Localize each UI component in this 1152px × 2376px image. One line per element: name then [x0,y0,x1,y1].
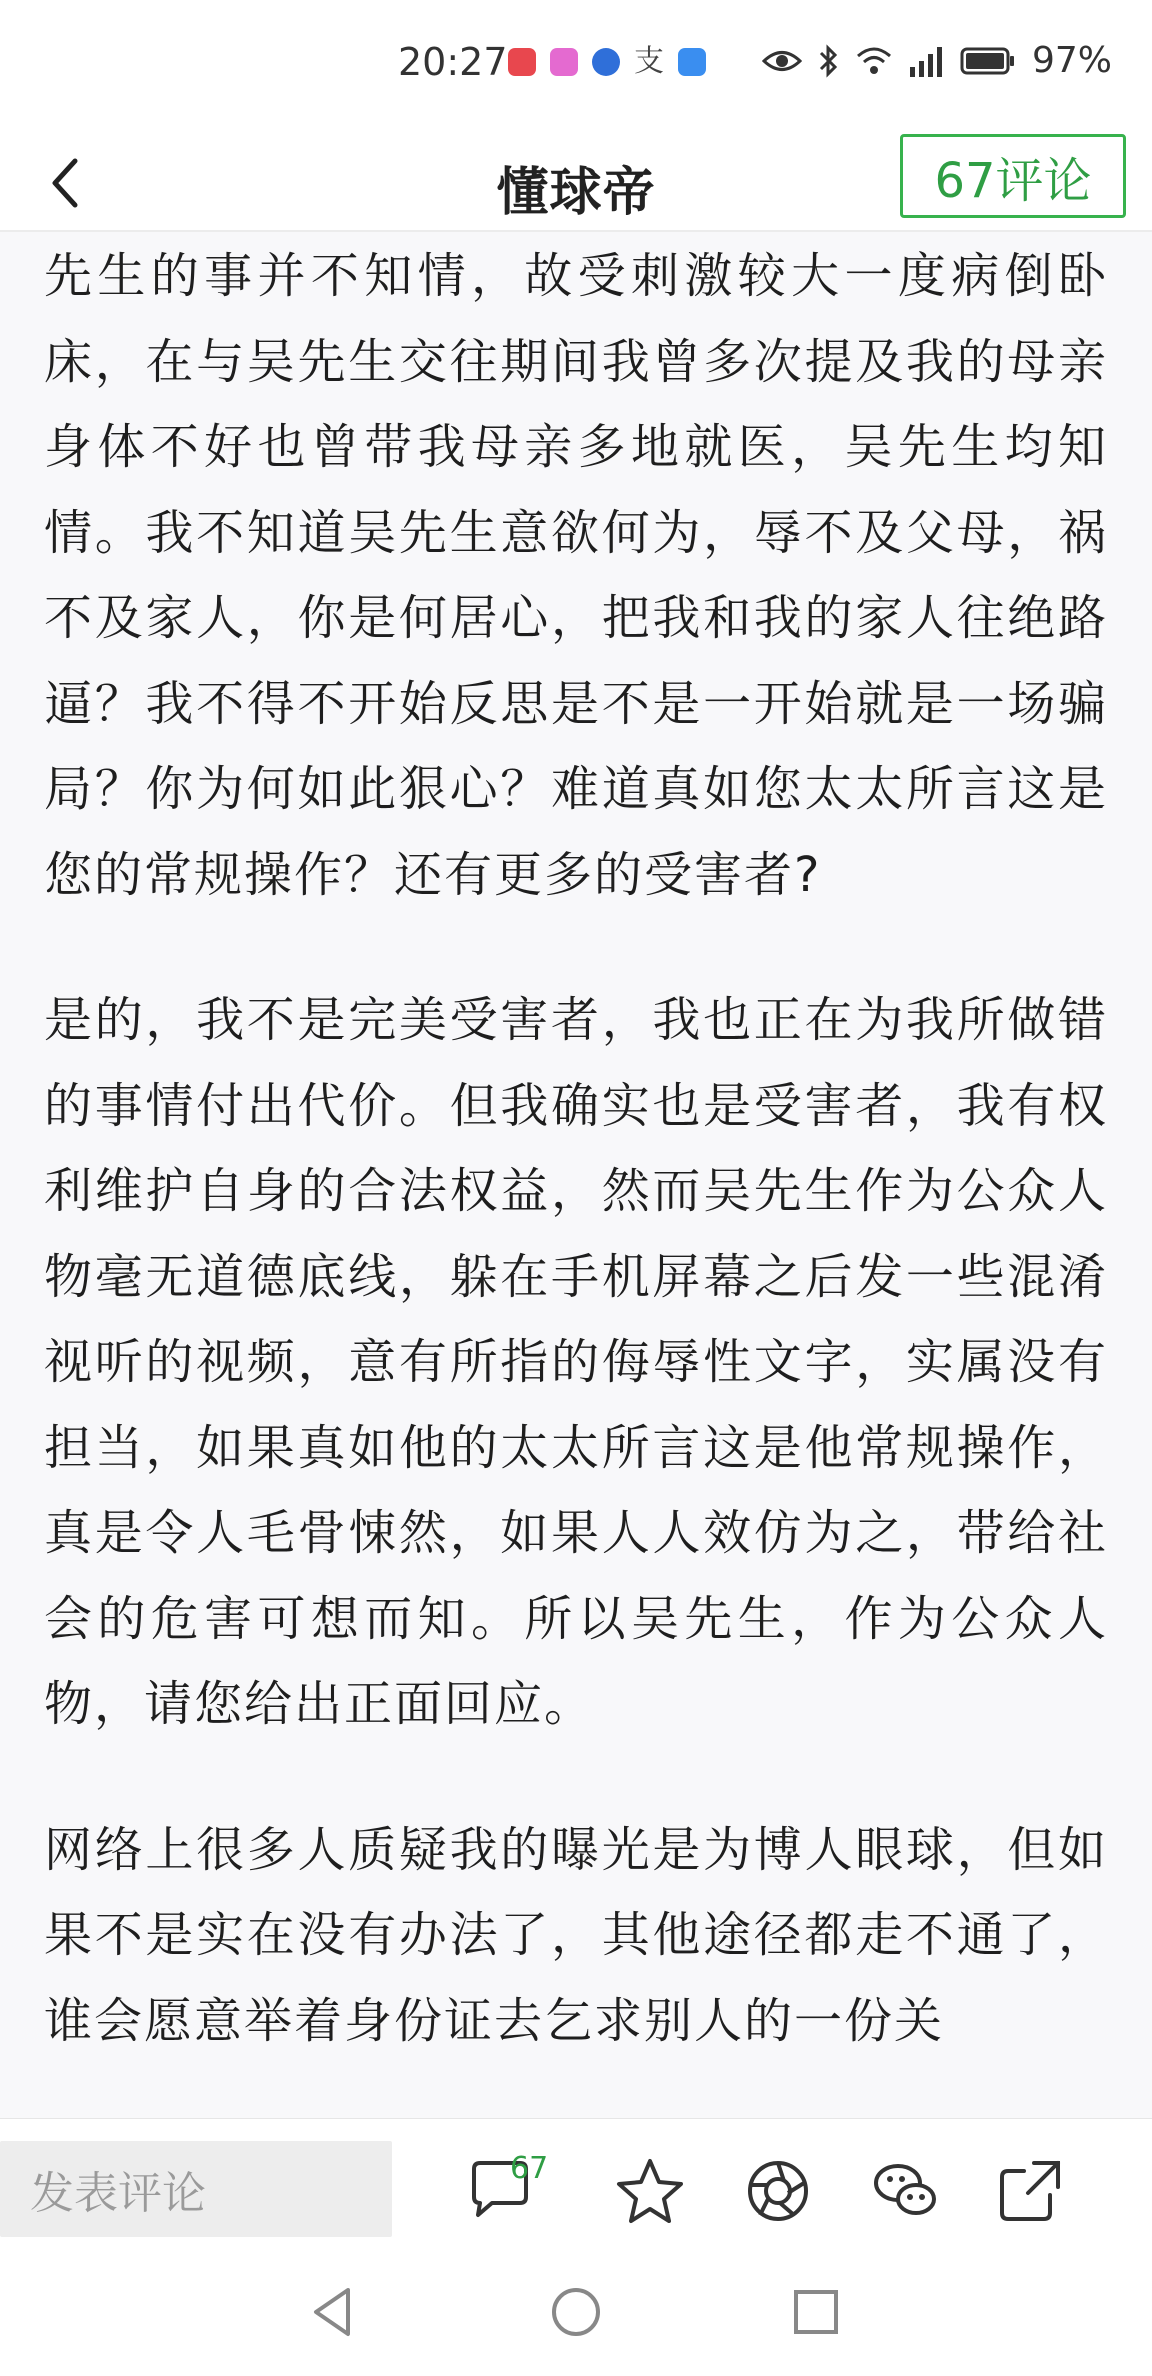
wifi-icon [856,46,892,76]
article-paragraph: 网络上很多人质疑我的曝光是为博人眼球，但如果不是实在没有办法了，其他途径都走不通了，谁会愿意举着身份证去乞求别人的一份关 [44,1821,1108,2049]
battery-icon [960,46,1016,76]
eye-icon [762,46,802,76]
wechat-share-icon[interactable] [870,2155,942,2227]
nav-bar [0,130,1152,232]
moments-share-icon[interactable] [742,2155,814,2227]
bluetooth-icon [818,44,840,78]
notification-app-icon-red [508,48,536,76]
notification-app-icon-blue [592,48,620,76]
back-triangle-icon[interactable] [306,2284,362,2340]
status-time: 20:27 [398,40,508,84]
battery-percent: 97% [1031,40,1112,81]
page-title: 懂球帝 [496,163,656,223]
cellular-signal-icon [908,45,944,77]
alipay-icon: 支 [634,44,664,79]
article-content [44,232,1108,2120]
article-paragraph: 是的，我不是完美受害者，我也正在为我所做错的事情付出代价。但我确实也是受害者，我有权利维护自身的合法权益，然而吴先生作为公众人物毫无道德底线，躲在手机屏幕之后发一些混淆视听的视频，意有所指的侮辱性文字，实属没有担当，如果真如他的太太所言这是他常规操作，真是令人毛骨悚然，如果人人效仿为之，带给社会的危害可想而知。所以吴先生，作为公众人物，请您给出正面回应。 [44,992,1108,1732]
notification-app-icon-pink [550,48,578,76]
status-bar [0,0,1152,130]
bottom-action-bar [0,2118,1152,2243]
article-paragraph: 先生的事并不知情，故受刺激较大一度病倒卧床，在与吴先生交往期间我曾多次提及我的母亲身体不好也曾带我母亲多地就医，吴先生均知情。我不知道吴先生意欲何为，辱不及父母，祸不及家人，你是何居心，把我和我的家人往绝路逼？我不得不开始反思是不是一开始就是一场骗局？你为何如此狠心？难道真如您太太所言这是您的常规操作？还有更多的受害者? [44,248,1108,903]
share-icon[interactable] [994,2155,1066,2227]
comment-count-badge: 67 [510,2151,549,2186]
recents-square-icon[interactable] [788,2284,844,2340]
star-icon[interactable] [614,2155,686,2227]
comment-input[interactable]: 发表评论 [0,2141,392,2237]
status-app-icons [508,44,706,79]
system-navigation-bar [0,2242,1152,2376]
home-circle-icon[interactable] [548,2284,604,2340]
comment-count-button[interactable]: 67评论 [900,134,1126,218]
article-body[interactable] [0,232,1152,2120]
cloud-app-icon [678,48,706,76]
status-indicators [762,40,1112,81]
